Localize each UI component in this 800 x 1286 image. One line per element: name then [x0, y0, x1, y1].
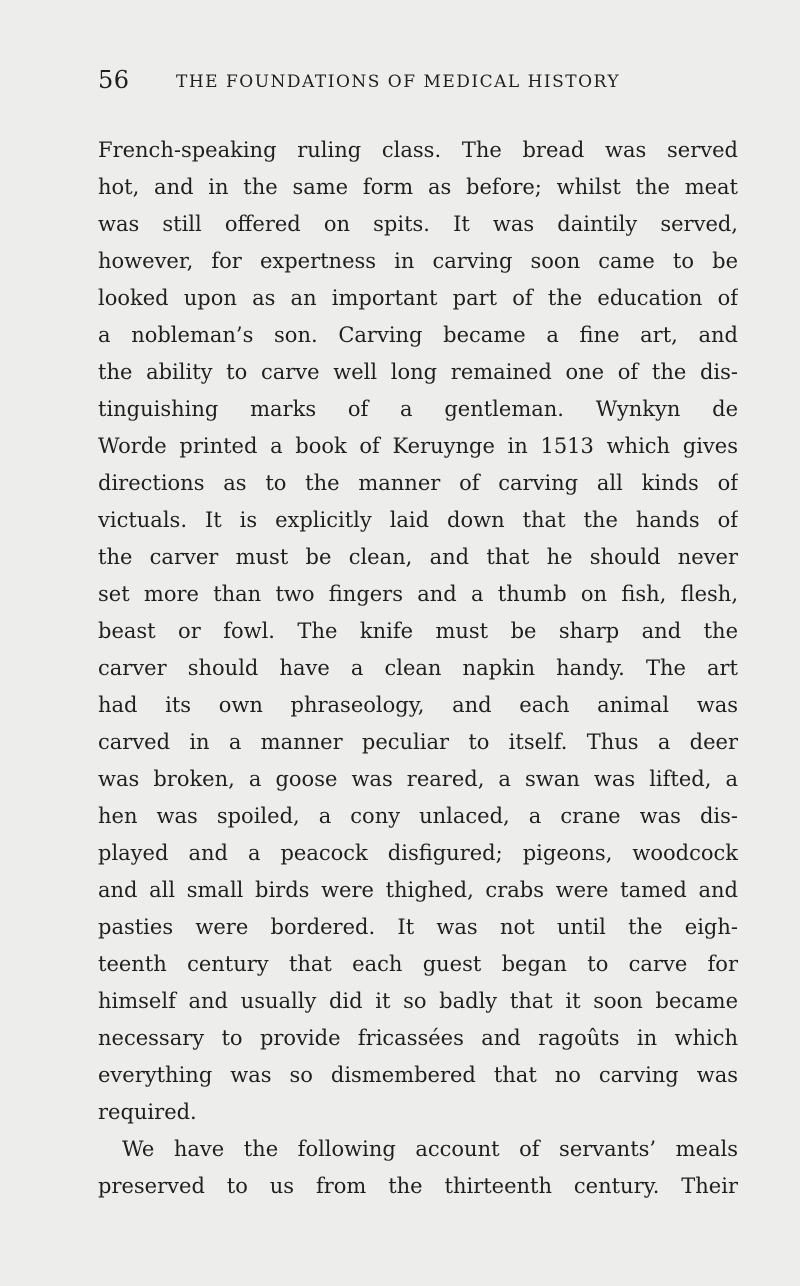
text-line: victuals. It is explicitly laid down that the hands of	[98, 508, 738, 532]
text-line: tinguishing marks of a gentleman. Wynkyn de	[98, 397, 738, 421]
text-line: necessary to provide fricassées and ragoûts in which	[98, 1026, 738, 1050]
text-line: and all small birds were thighed, crabs were tamed and	[98, 878, 738, 902]
text-line: carver should have a clean napkin handy. The art	[98, 656, 738, 680]
text-line: hen was spoiled, a cony unlaced, a crane was dis-	[98, 804, 738, 828]
paragraph-start-line: We have the following account of servants’ meals	[122, 1137, 738, 1161]
text-line: was broken, a goose was reared, a swan was lifted, a	[98, 767, 738, 791]
body-text	[98, 132, 738, 1205]
text-line: himself and usually did it so badly that it soon became	[98, 989, 738, 1013]
text-line: looked upon as an important part of the education of	[98, 286, 738, 310]
text-line: a nobleman’s son. Carving became a fine art, and	[98, 323, 738, 347]
text-line: everything was so dismembered that no carving was	[98, 1063, 738, 1087]
text-line: was still offered on spits. It was daintily served,	[98, 212, 738, 236]
page-number: 56	[98, 66, 130, 94]
text-line: had its own phraseology, and each animal was	[98, 693, 738, 717]
text-line: hot, and in the same form as before; whilst the meat	[98, 175, 738, 199]
text-line: preserved to us from the thirteenth century. Their	[98, 1174, 738, 1198]
running-title: THE FOUNDATIONS OF MEDICAL HISTORY	[176, 72, 621, 92]
text-line: beast or fowl. The knife must be sharp and the	[98, 619, 738, 643]
text-line: required.	[98, 1100, 197, 1124]
text-line: Worde printed a book of Keruynge in 1513 which gives	[98, 434, 738, 458]
text-line: set more than two fingers and a thumb on fish, flesh,	[98, 582, 738, 606]
text-line: pasties were bordered. It was not until the eigh-	[98, 915, 738, 939]
text-line: played and a peacock disfigured; pigeons, woodcock	[98, 841, 738, 865]
text-line: directions as to the manner of carving all kinds of	[98, 471, 738, 495]
text-line: carved in a manner peculiar to itself. Thus a deer	[98, 730, 738, 754]
text-line: the ability to carve well long remained one of the dis-	[98, 360, 738, 384]
text-line: the carver must be clean, and that he should never	[98, 545, 738, 569]
page-header	[98, 66, 718, 106]
text-line: teenth century that each guest began to carve for	[98, 952, 738, 976]
text-line: French-speaking ruling class. The bread was served	[98, 138, 738, 162]
text-line: however, for expertness in carving soon came to be	[98, 249, 738, 273]
